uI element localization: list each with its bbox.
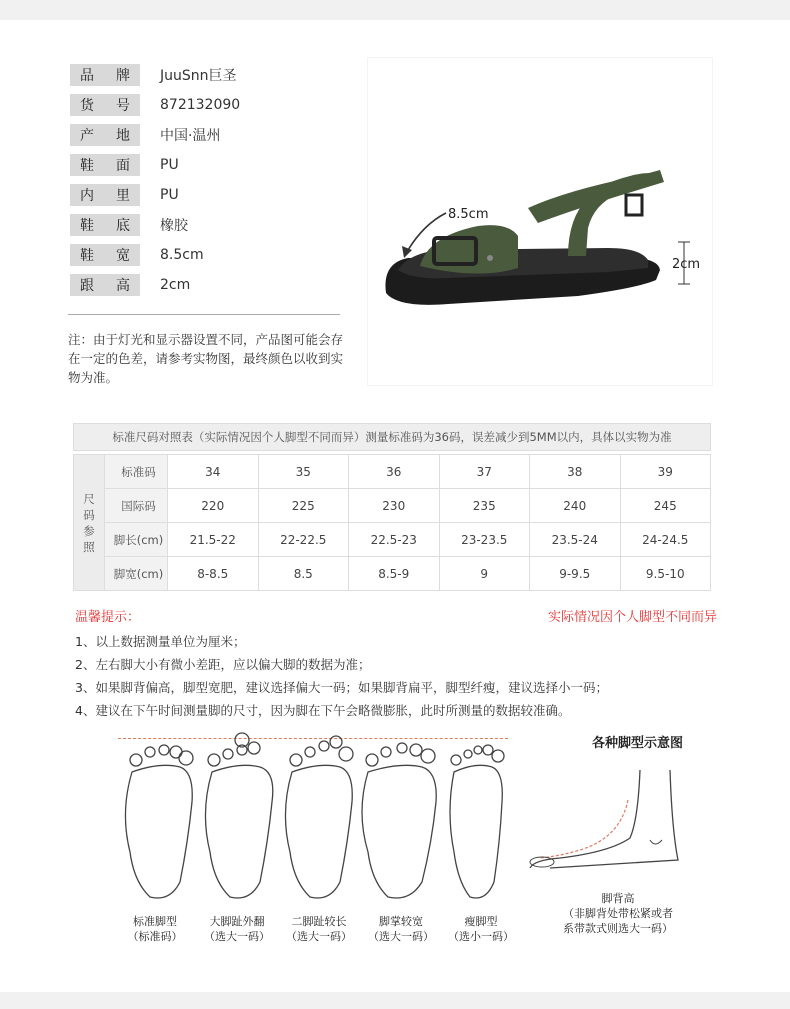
spec-key-char: 货 <box>80 98 94 114</box>
side-char: 尺 <box>83 491 95 506</box>
foot-outline-slim <box>450 765 502 898</box>
instep-dashed-line <box>540 800 628 858</box>
table-cell: 8.5-9 <box>349 557 440 591</box>
spec-key <box>70 214 140 236</box>
spec-value: 中国·温州 <box>160 128 221 144</box>
ankle-bone <box>650 840 662 844</box>
foot-outline-bunion <box>205 765 272 898</box>
spec-key <box>70 94 140 116</box>
table-row <box>74 455 711 489</box>
spec-list <box>70 60 340 300</box>
sandal-illustration <box>368 58 712 385</box>
spec-key-char: 品 <box>80 68 94 84</box>
table-cell: 22-22.5 <box>258 523 349 557</box>
spec-value: PU <box>160 187 179 203</box>
spec-key-char: 面 <box>116 158 130 174</box>
foot-type-label <box>110 914 200 944</box>
foot-type-diagrams <box>110 732 520 962</box>
side-view-label-line: （非脚背处带松紧或者 <box>563 907 673 920</box>
table-cell: 240 <box>530 489 621 523</box>
side-label <box>74 455 105 591</box>
table-cell: 225 <box>258 489 349 523</box>
spec-key-char: 高 <box>116 278 130 294</box>
rivet <box>487 255 493 261</box>
side-char: 照 <box>83 539 95 554</box>
tip-item: 1、以上数据测量单位为厘米； <box>75 634 246 649</box>
tips-title: 温馨提示： <box>75 610 141 625</box>
foot-type-advice: （标准码） <box>127 930 183 943</box>
spec-key-char: 鞋 <box>80 248 94 264</box>
spec-key-char: 地 <box>116 128 130 144</box>
tips-list <box>75 630 608 722</box>
table-cell: 230 <box>349 489 440 523</box>
tips-right-note: 实际情况因个人脚型不同而异 <box>547 610 717 625</box>
spec-key <box>70 64 140 86</box>
product-photo <box>368 58 712 385</box>
spec-value: 2cm <box>160 277 191 293</box>
table-cell: 22.5-23 <box>349 523 440 557</box>
table-cell: 245 <box>620 489 711 523</box>
table-cell: 36 <box>349 455 440 489</box>
table-cell: 23-23.5 <box>439 523 530 557</box>
foot-outline-standard <box>125 765 192 898</box>
foot-type-advice: （选大一码） <box>204 930 270 943</box>
table-cell: 8-8.5 <box>168 557 259 591</box>
heel-outline <box>550 770 678 868</box>
table-cell: 24-24.5 <box>620 523 711 557</box>
table-cell: 37 <box>439 455 530 489</box>
row-header: 脚长(cm) <box>105 523 168 557</box>
foot-type-advice: （选大一码） <box>368 930 434 943</box>
spec-key <box>70 244 140 266</box>
side-view-label-line: 脚背高 <box>601 892 635 905</box>
spec-value: 8.5cm <box>160 247 204 263</box>
spec-row <box>70 210 340 240</box>
ankle-buckle <box>626 195 642 215</box>
spec-key <box>70 184 140 206</box>
table-cell: 21.5-22 <box>168 523 259 557</box>
spec-key-char: 鞋 <box>80 218 94 234</box>
foot-type-advice: （选大一码） <box>286 930 352 943</box>
foot-outline-wide <box>362 765 436 898</box>
spec-row <box>70 60 340 90</box>
spec-key-char: 牌 <box>116 68 130 84</box>
spec-key <box>70 124 140 146</box>
foot-type-name: 脚掌较宽 <box>379 915 423 928</box>
row-header: 标准码 <box>105 455 168 489</box>
foot-type-name: 大脚趾外翻 <box>209 915 265 928</box>
spec-row <box>70 90 340 120</box>
width-label: 8.5cm <box>448 207 489 222</box>
spec-key-char: 号 <box>116 98 130 114</box>
spec-value: 872132090 <box>160 97 241 113</box>
foot-type-label <box>436 914 526 944</box>
foot-type-label <box>274 914 364 944</box>
table-cell: 9-9.5 <box>530 557 621 591</box>
table-cell: 9.5-10 <box>620 557 711 591</box>
spec-row <box>70 240 340 270</box>
side-view-label <box>548 891 688 936</box>
product-detail-page <box>0 20 790 992</box>
table-cell: 23.5-24 <box>530 523 621 557</box>
color-note: 注：由于灯光和显示器设置不同，产品图可能会存在一定的色差，请参考实物图，最终颜色以收到实物为准。 <box>68 332 344 385</box>
foot-side-outline <box>530 770 640 868</box>
spec-key <box>70 154 140 176</box>
tip-item: 3、如果脚背偏高，脚型宽肥，建议选择偏大一码；如果脚背扁平，脚型纤瘦，建议选择小一码； <box>75 680 608 695</box>
foot-type-label <box>356 914 446 944</box>
spec-row <box>70 150 340 180</box>
spec-row <box>70 120 340 150</box>
arrow-head <box>402 246 412 258</box>
table-cell: 38 <box>530 455 621 489</box>
table-cell: 34 <box>168 455 259 489</box>
table-cell: 8.5 <box>258 557 349 591</box>
spec-key <box>70 274 140 296</box>
table-cell: 35 <box>258 455 349 489</box>
ankle-strap <box>528 170 664 223</box>
spec-key-char: 底 <box>116 218 130 234</box>
side-view-label-line: 系带款式则选大一码） <box>563 922 673 935</box>
table-row <box>74 489 711 523</box>
size-chart-title: 标准尺码对照表（实际情况因个人脚型不同而异）测量标准码为36码，误差减少到5MM以内，具体以实物为准 <box>73 423 711 451</box>
table-cell: 9 <box>439 557 530 591</box>
spec-row <box>70 270 340 300</box>
spec-key-char: 产 <box>80 128 94 144</box>
toe-nail <box>530 857 554 867</box>
table-cell: 235 <box>439 489 530 523</box>
table-cell: 220 <box>168 489 259 523</box>
foot-type-name: 二脚趾较长 <box>291 915 347 928</box>
spec-key-char: 里 <box>116 188 130 204</box>
divider <box>68 314 340 315</box>
side-foot-illustration <box>520 760 700 870</box>
tip-item: 4、建议在下午时间测量脚的尺寸，因为脚在下午会略微膨胀，此时所测量的数据较准确。 <box>75 703 571 718</box>
foot-outline-long-second-toe <box>285 765 352 898</box>
spec-value: JuuSnn巨圣 <box>160 68 237 84</box>
foot-type-label <box>192 914 282 944</box>
spec-key-char: 鞋 <box>80 158 94 174</box>
foot-type-advice: （选小一码） <box>448 930 514 943</box>
row-header: 国际码 <box>105 489 168 523</box>
size-chart-table <box>73 454 711 591</box>
spec-value: 橡胶 <box>160 218 188 234</box>
foot-type-name: 瘦脚型 <box>464 915 498 928</box>
side-char: 码 <box>83 507 95 522</box>
side-view-title: 各种脚型示意图 <box>592 736 684 751</box>
spec-key-char: 内 <box>80 188 94 204</box>
tip-item: 2、左右脚大小有微小差距，应以偏大脚的数据为准； <box>75 657 371 672</box>
table-row <box>74 557 711 591</box>
heel-height-label: 2cm <box>672 257 701 272</box>
spec-key-char: 跟 <box>80 278 94 294</box>
table-cell: 39 <box>620 455 711 489</box>
row-header: 脚宽(cm) <box>105 557 168 591</box>
spec-key-char: 宽 <box>116 248 130 264</box>
foot-type-name: 标准脚型 <box>133 915 177 928</box>
foot-outlines <box>110 732 520 912</box>
spec-row <box>70 180 340 210</box>
table-row <box>74 523 711 557</box>
spec-value: PU <box>160 157 179 173</box>
side-char: 参 <box>83 523 95 538</box>
